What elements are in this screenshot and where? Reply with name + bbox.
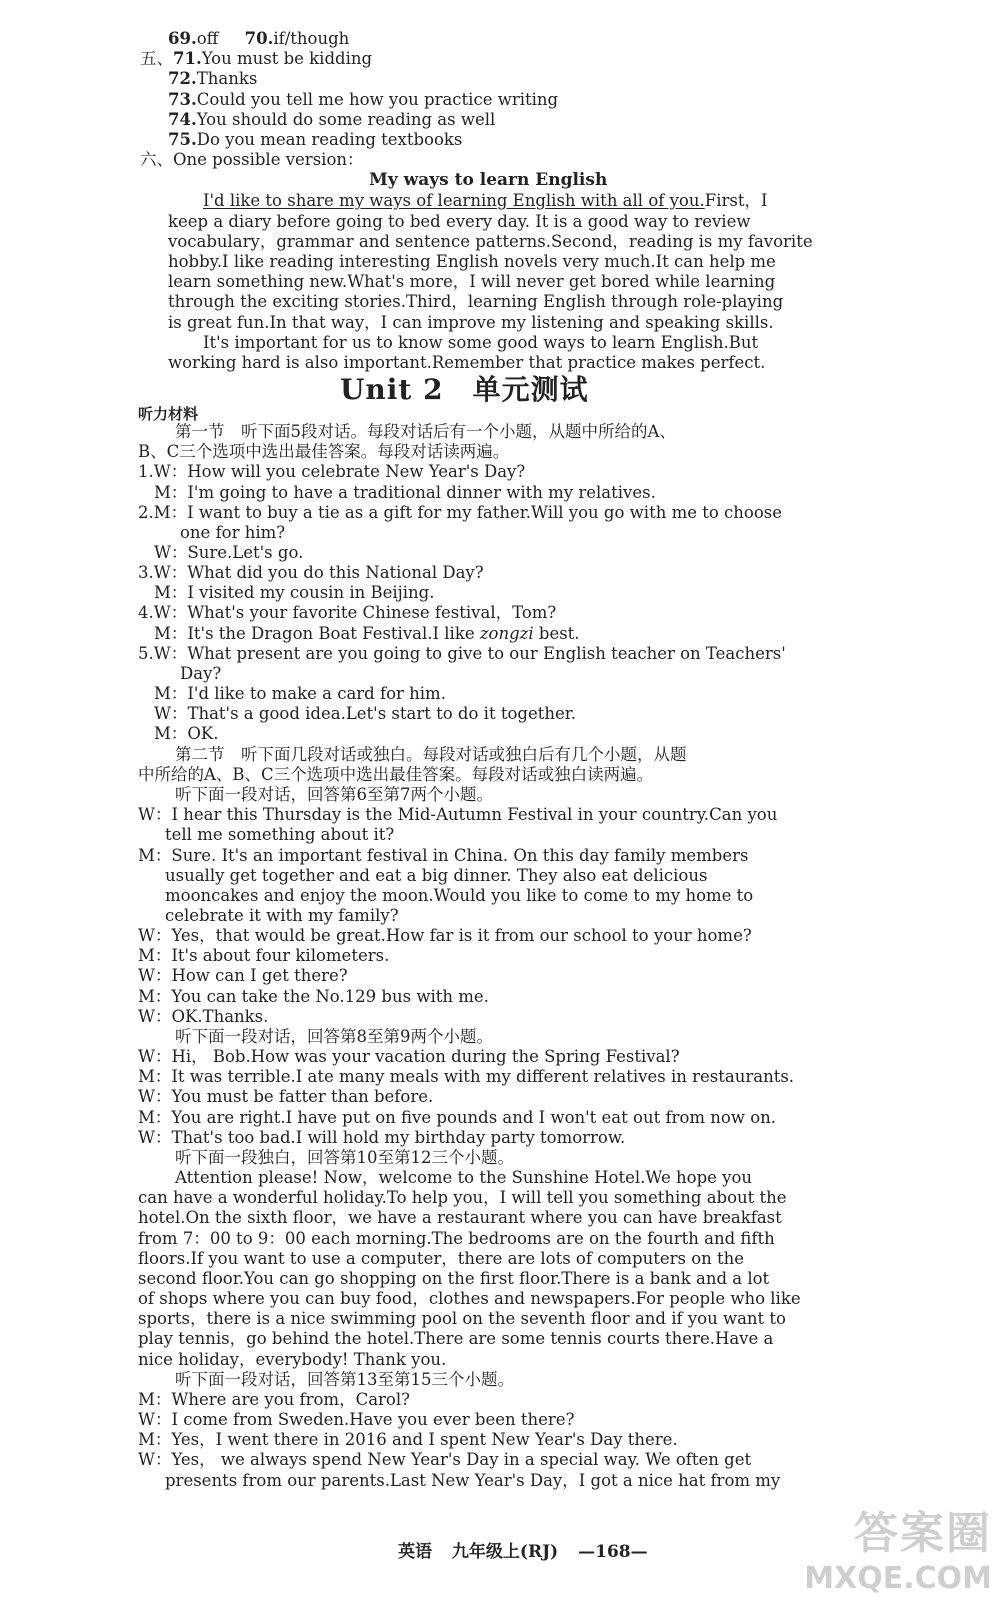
monologue-line: sports，there is a nice swimming pool on the seventh floor and if you want to [138,1309,786,1328]
answer-number: 75. [168,130,197,149]
dialogue-line: M：It was terrible.I ate many meals with my different relatives in restaurants. [138,1067,795,1086]
dialogue-line: M：OK. [154,724,219,743]
monologue-line: play tennis，go behind the hotel.There are some tennis courts there.Have a [138,1329,774,1348]
dialogue-line: M：Yes，I went there in 2016 and I spent New Year's Day there. [138,1430,678,1449]
dialogue-line: tell me something about it? [165,825,395,844]
footer-subject: 英语 [398,1542,432,1562]
dialogue-line [154,624,580,644]
dialogue-line: W：You must be fatter than before. [138,1087,434,1106]
essay-line: vocabulary，grammar and sentence patterns.Second，reading is my favorite [168,232,813,251]
dialogue-line: mooncakes and enjoy the moon.Would you like to come to my home to [165,886,754,905]
page-number: —168— [578,1542,648,1562]
essay-title: My ways to learn English [369,170,608,190]
answer-text: You should do some reading as well [196,110,496,129]
dialogue-line: 5.W：What present are you going to give to our English teacher on Teachers' [138,644,786,663]
dialogue-line: W：That's too bad.I will hold my birthday party tomorrow. [138,1128,626,1147]
page-footer [398,1537,662,1562]
dialogue-line: M：You can take the No.129 bus with me. [138,987,489,1006]
dialogue-line: W：Sure.Let's go. [154,543,304,562]
essay-line: keep a diary before going to bed every day. It is a good way to review [168,212,751,231]
answer-75 [168,130,462,150]
footer-grade: 九年级上(RJ) [451,1542,559,1562]
answer-text: Thanks [196,69,258,88]
monologue-line: second floor.You can go shopping on the first floor.There is a bank and a lot [138,1269,770,1288]
dialogue-line: M：You are right.I have put on five pounds and I won't eat out from now on. [138,1108,777,1127]
answer-71 [140,49,372,69]
instruction: 第二节 听下面几段对话或独白。每段对话或独白后有几个小题，从题 [175,745,687,764]
dialogue-line: W：Hi， Bob.How was your vacation during the Spring Festival? [138,1047,680,1066]
monologue-line: can have a wonderful holiday.To help you，I will tell you something about the [138,1188,787,1207]
answer-74 [168,110,495,130]
answer-text: Could you tell me how you practice writing [196,90,559,109]
answer-text: off [196,29,219,48]
answer-69-70 [168,29,349,49]
dialogue-text: best. [533,624,580,643]
dialogue-line: M：I'm going to have a traditional dinner with my relatives. [154,483,656,502]
monologue-line: hotel.On the sixth floor，we have a restaurant where you can have breakfast [138,1208,782,1227]
section-number: 五、 [140,49,173,68]
dialogue-line: 3.W：What did you do this National Day? [138,563,484,582]
essay-line: It's important for us to know some good ways to learn English.But [203,333,759,352]
dialogue-line: presents from our parents.Last New Year's Day，I got a nice hat from my [165,1471,781,1490]
dialogue-line: usually get together and eat a big dinner. They also eat delicious [165,866,708,885]
dialogue-line: Day? [180,664,222,683]
unit-title: Unit 2 单元测试 [340,373,589,406]
dialogue-line: M：Where are you from，Carol? [138,1390,410,1409]
instruction: 听下面一段独白，回答第10至第12三个小题。 [175,1148,514,1167]
section-6-heading: 六、One possible version： [140,150,364,169]
dialogue-line: 4.W：What's your favorite Chinese festival，Tom? [138,603,557,622]
monologue-line: floors.If you want to use a computer，there are lots of computers on the [138,1249,745,1268]
dialogue-line: 2.M：I want to buy a tie as a gift for my father.Will you go with me to choose [138,503,782,522]
answer-number: 72. [168,69,197,88]
dialogue-text: M：It's the Dragon Boat Festival.I like [154,624,480,643]
dialogue-line: M：I visited my cousin in Beijing. [154,583,435,602]
dialogue-line: W：That's a good idea.Let's start to do it together. [154,704,577,723]
watermark [804,1497,992,1596]
dialogue-line: W：I hear this Thursday is the Mid-Autumn Festival in your country.Can you [138,805,778,824]
dialogue-line: one for him? [180,523,286,542]
dialogue-line: celebrate it with my family? [165,906,399,925]
dialogue-line: M：I'd like to make a card for him. [154,684,446,703]
essay-line: learn something new.What's more，I will never get bored while learning [168,272,776,291]
section-title: 听力材料 [138,405,199,423]
answer-number: 74. [168,110,197,129]
instruction: 听下面一段对话，回答第13至第15三个小题。 [175,1370,514,1389]
answer-72 [168,69,257,89]
instruction: B、C三个选项中选出最佳答案。每段对话读两遍。 [138,442,510,461]
answer-number: 73. [168,90,197,109]
essay-line: through the exciting stories.Third，learning English through role-playing [168,292,784,311]
essay-line: working hard is also important.Remember that practice makes perfect. [168,353,766,372]
monologue-line: Attention please! Now，welcome to the Sunshine Hotel.We hope you [175,1168,753,1187]
underlined-sentence: I'd like to share my ways of learning English with all of you. [203,191,705,210]
dialogue-line: W：Yes， we always spend New Year's Day in a special way. We often get [138,1450,752,1469]
essay-line: is great fun.In that way，I can improve my listening and speaking skills. [168,313,774,332]
answer-text: Do you mean reading textbooks [196,130,463,149]
dialogue-line: W：I come from Sweden.Have you ever been there? [138,1410,575,1429]
watermark-url: MXQE.COM [804,1561,992,1596]
answer-text: You must be kidding [201,49,373,68]
watermark-logo: 答案圈 [854,1508,992,1559]
monologue-line: from 7：00 to 9：00 each morning.The bedrooms are on the fourth and fifth [138,1229,775,1248]
instruction: 听下面一段对话，回答第8至第9两个小题。 [175,1027,493,1046]
essay-text: First，I [704,191,768,210]
monologue-line: of shops where you can buy food，clothes and newspapers.For people who like [138,1289,801,1308]
answer-number: 70. [244,29,274,48]
answer-73 [168,90,558,110]
dialogue-line: W：How can I get there? [138,966,348,985]
italic-word: zongzi [479,624,534,643]
dialogue-line: W：Yes，that would be great.How far is it from our school to your home? [138,926,752,945]
essay-line: hobby.I like reading interesting English novels very much.It can help me [168,252,776,271]
instruction: 第一节 听下面5段对话。每段对话后有一个小题，从题中所给的A、 [175,422,676,441]
instruction: 中所给的A、B、C三个选项中选出最佳答案。每段对话或独白读两遍。 [138,765,654,784]
dialogue-line: M：Sure. It's an important festival in China. On this day family members [138,846,749,865]
dialogue-line: M：It's about four kilometers. [138,946,390,965]
monologue-line: nice holiday，everybody! Thank you. [138,1350,447,1369]
dialogue-line: 1.W：How will you celebrate New Year's Day? [138,462,526,481]
instruction: 听下面一段对话，回答第6至第7两个小题。 [175,785,493,804]
answer-number: 69. [168,29,197,48]
essay-line [203,191,767,211]
dialogue-line: W：OK.Thanks. [138,1007,269,1026]
answer-text: if/though [273,29,350,48]
answer-number: 71. [173,49,202,68]
